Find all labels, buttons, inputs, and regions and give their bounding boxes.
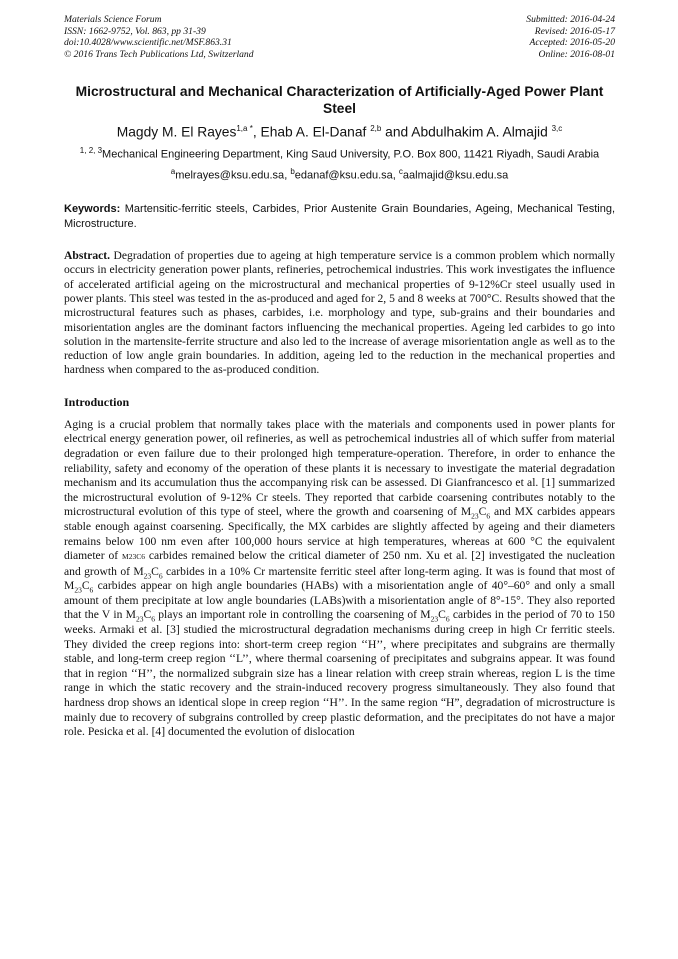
- publication-dates: [526, 14, 615, 60]
- formula-subscript: 6: [151, 614, 155, 624]
- affiliation-superscript: 1, 2, 3: [79, 145, 103, 155]
- email-address: melrayes@ksu.edu.sa: [175, 169, 285, 182]
- abstract-label: Abstract.: [64, 249, 111, 263]
- abstract-text: Degradation of properties due to ageing at high temperature service is a common problem which normally occurs in electricity generation power plants, refineries, petrochemical industries. This work investigates the influence of accelerated artificial ageing on the microstructural and mechanical properties of 9-12%Cr steel usually used in power plants. This steel was tested in the as-produced and aged for 2, 5 and 8 weeks at 700°C. Results showed that the microstructural features such as phases, carbides, i.e. morphology and type, sub-grains and their boundaries and misorientation angles are the dominant factors influencing the mechanical properties. Ageing led carbides to go into solution in the martensite-ferrite structure and also led to the increase of average misorientation angle as well as to the reduction of low angle grain boundaries. In addition, ageing led to the reduction in the mechanical properties and hardness when compared to the as-produced condition.: [64, 249, 615, 377]
- issn-line: ISSN: 1662-9752, Vol. 863, pp 31-39: [64, 25, 206, 37]
- author-list: [64, 124, 615, 140]
- formula-inline-small: M23C6: [122, 552, 145, 562]
- intro-text-run: C: [438, 608, 446, 622]
- formula-subscript: 6: [486, 511, 491, 521]
- intro-text-run: carbides in the period of 70 to 150 weeks. Armaki et al. [3] studied the microstructural degradation mechanisms during creep in high Cr ferritic steels. They divided the creep regions into: short-term creep region ‘‘H’’, where precipitates and subgrains are thermally stable, and long-term creep region ‘‘L’’, where thermal coarsening of precipitates and subgrains appear. It was found that in region ‘‘H’’, the normalized subgrain size has a linear relation with creep strain whereas, region L is the time range in which the static recovery and the strain-induced recovery progress simultaneously. They also found that hardness drop shows an identical slope in creep region ‘‘H’’. In the same region “H”, degradation of microstructure is mainly due to recovery of subgrains controlled by creep plastic deformation, and the precipitates do not have a major role. Pesicka et al. [4] documented the evolution of dislocation: [64, 608, 615, 739]
- intro-text-run: C: [478, 505, 487, 519]
- author-separator: and: [381, 124, 412, 140]
- paper-title: Microstructural and Mechanical Characterization of Artificially-Aged Power Plant Steel: [75, 84, 604, 116]
- introduction-body: [64, 418, 615, 740]
- author-superscript: 2,b: [370, 124, 382, 133]
- email-address: aalmajid@ksu.edu.sa: [402, 169, 509, 182]
- formula-subscript: 6: [89, 585, 94, 595]
- submitted-date: Submitted: 2016-04-24: [526, 14, 615, 25]
- abstract: [64, 249, 615, 378]
- formula-subscript: 23: [430, 614, 439, 624]
- intro-text-run: carbides remained below the critical diameter of 250 nm. Xu et al. [2] investigated the nucleation and growth of M: [64, 549, 615, 578]
- section-heading-introduction: Introduction: [64, 394, 130, 409]
- author-name: Ehab A. El-Danaf: [260, 124, 371, 140]
- intro-text-run: C: [81, 579, 90, 593]
- author-separator: ,: [252, 124, 261, 140]
- email-superscript: c: [398, 167, 403, 177]
- keywords-label: Keywords:: [64, 202, 121, 215]
- email-separator: ,: [284, 169, 291, 182]
- doi-line: doi:10.4028/www.scientific.net/MSF.863.31: [64, 37, 232, 49]
- email-superscript: b: [290, 167, 295, 177]
- intro-text-run: carbides in a 10% Cr martensite ferritic steel after long-term aging. It was is found that most of M: [64, 564, 615, 593]
- keywords: [64, 202, 615, 231]
- intro-text-run: C: [151, 564, 159, 578]
- formula-subscript: 23: [74, 585, 82, 595]
- email-superscript: a: [170, 167, 176, 177]
- online-date: Online: 2016-08-01: [538, 48, 615, 60]
- formula-subscript: 6: [158, 571, 163, 581]
- intro-text-run: plays an important role in controlling the coarsening of M: [154, 608, 431, 622]
- author-superscript: 3,c: [551, 124, 563, 133]
- author-name: Magdy M. El Rayes: [116, 124, 237, 140]
- author-name: Abdulhakim A. Almajid: [411, 124, 552, 140]
- formula-subscript: 23: [135, 614, 144, 624]
- keywords-text: Martensitic-ferritic steels, Carbides, Prior Austenite Grain Boundaries, Ageing, Mechanical Testing, Microstructure.: [64, 202, 615, 230]
- journal-header: [64, 14, 615, 64]
- copyright-line: © 2016 Trans Tech Publications Ltd, Switzerland: [64, 48, 254, 60]
- author-emails: [64, 167, 615, 182]
- intro-text-run: and MX carbides appears stable enough against coarsening. Specifically, the MX carbides are slightly affected by ageing and their diameters remains below 100 nm even after 100,000 hours service at high temperatures, whereas at 600 °C the equivalent diameter of: [64, 505, 615, 563]
- journal-name: Materials Science Forum: [64, 14, 162, 25]
- email-separator: ,: [392, 169, 399, 182]
- paper-page: [64, 14, 615, 740]
- intro-text-run: carbides appear on high angle boundaries (HABs) with a misorientation angle of 40°–60° and only a small amount of them precipitate at low angle boundaries (LABs)with a misorientation angle of 8°-15°. They also reported that the V in M: [64, 579, 615, 622]
- email-address: edanaf@ksu.edu.sa: [294, 169, 393, 182]
- intro-text-run: Aging is a crucial problem that normally takes place with the materials and components used in power plants for electrical energy generation power, oil refineries, as well as petrochemical industries all of which suffer from material degradation or even failure due to their prolonged high temperature-operation. Therefore, in order to enhance the reliability, safety and economy of the operation of these plants it is necessary to investigate the material degradation mechanism and its accumulation thus the accompanying risk can be assessed. Di Gianfrancesco et al. [1] summarized the microstructural evolution of 9-12% Cr steels. They reported that carbide coarsening contributes notably to the microstructural evolution of this type of steel, where the growth and coarsening of M: [64, 417, 615, 519]
- accepted-date: Accepted: 2016-05-20: [529, 37, 615, 49]
- affiliation-text: Mechanical Engineering Department, King Saud University, P.O. Box 800, 11421 Riyadh, Saudi Arabia: [102, 148, 600, 161]
- journal-info: [64, 14, 254, 60]
- formula-subscript: 23: [143, 571, 152, 581]
- intro-text-run: C: [143, 608, 152, 622]
- formula-subscript: 23: [471, 511, 479, 521]
- author-superscript: 1,a *: [236, 124, 253, 133]
- formula-subscript: 6: [445, 614, 450, 624]
- affiliation: [74, 144, 605, 162]
- revised-date: Revised: 2016-05-17: [534, 25, 615, 37]
